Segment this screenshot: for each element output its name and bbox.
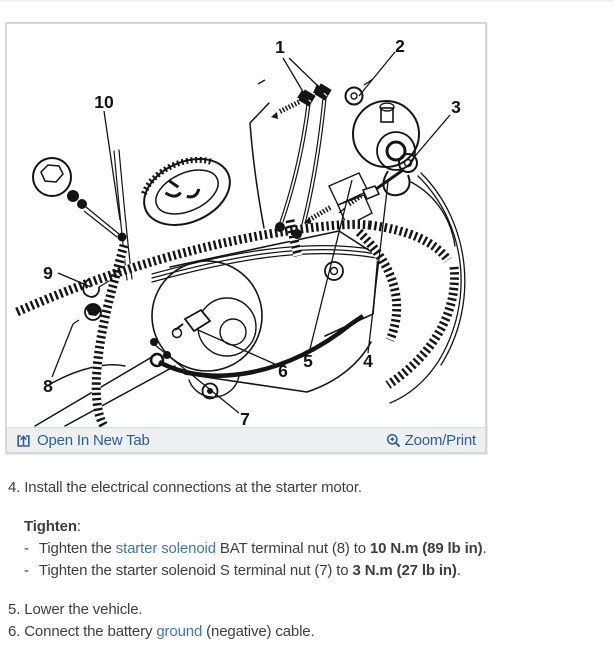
callout-6: 6 <box>278 361 288 381</box>
callout-10: 10 <box>94 92 114 112</box>
ground-link[interactable]: ground <box>156 623 203 640</box>
bullet-dash: - <box>24 540 29 557</box>
tighten-bullet-1 <box>24 538 606 560</box>
step-4-text: Install the electrical connections at the starter motor. <box>24 479 362 496</box>
step-4-number: 4. <box>8 479 21 496</box>
starter-wiring-diagram <box>7 24 485 427</box>
later-steps <box>8 599 606 643</box>
tighten-bullet-1-text: Tighten the starter solenoid BAT terminal nut (8) to 10 N.m (89 lb in). <box>38 540 487 557</box>
diagram-viewer-card <box>5 22 487 454</box>
step-5 <box>8 599 606 621</box>
top-divider <box>0 0 613 2</box>
tighten-bullet-2-text: Tighten the starter solenoid S terminal nut (7) to 3 N.m (27 lb in). <box>38 562 461 579</box>
tighten-heading: Tighten: <box>24 518 81 535</box>
step-5-number: 5. <box>8 601 21 618</box>
callout-3: 3 <box>451 97 461 117</box>
step-6 <box>8 621 606 643</box>
callout-1: 1 <box>275 37 285 57</box>
callout-4: 4 <box>363 351 373 371</box>
starter-solenoid-link[interactable]: starter solenoid <box>115 540 216 557</box>
instruction-steps <box>8 477 606 643</box>
zoom-print-link[interactable] <box>386 432 476 449</box>
open-in-new-tab-link[interactable] <box>16 432 150 449</box>
zoom-print-label: Zoom/Print <box>404 431 476 449</box>
step-4 <box>8 477 606 499</box>
step-6-number: 6. <box>8 623 21 640</box>
viewer-footer-bar <box>7 427 485 452</box>
bullet-dash: - <box>24 562 29 579</box>
step-6-text: Connect the battery ground (negative) cable. <box>24 623 315 640</box>
callout-5: 5 <box>303 351 313 371</box>
callout-9: 9 <box>43 263 53 283</box>
magnifier-plus-icon <box>386 433 401 448</box>
callout-8: 8 <box>43 376 53 396</box>
callout-2: 2 <box>395 36 405 56</box>
open-in-new-tab-icon <box>16 433 31 448</box>
open-in-new-tab-label: Open In New Tab <box>37 431 150 449</box>
tighten-block <box>24 516 606 582</box>
tighten-bullet-2 <box>24 560 606 582</box>
callout-7: 7 <box>240 409 250 427</box>
step-5-text: Lower the vehicle. <box>24 601 143 618</box>
